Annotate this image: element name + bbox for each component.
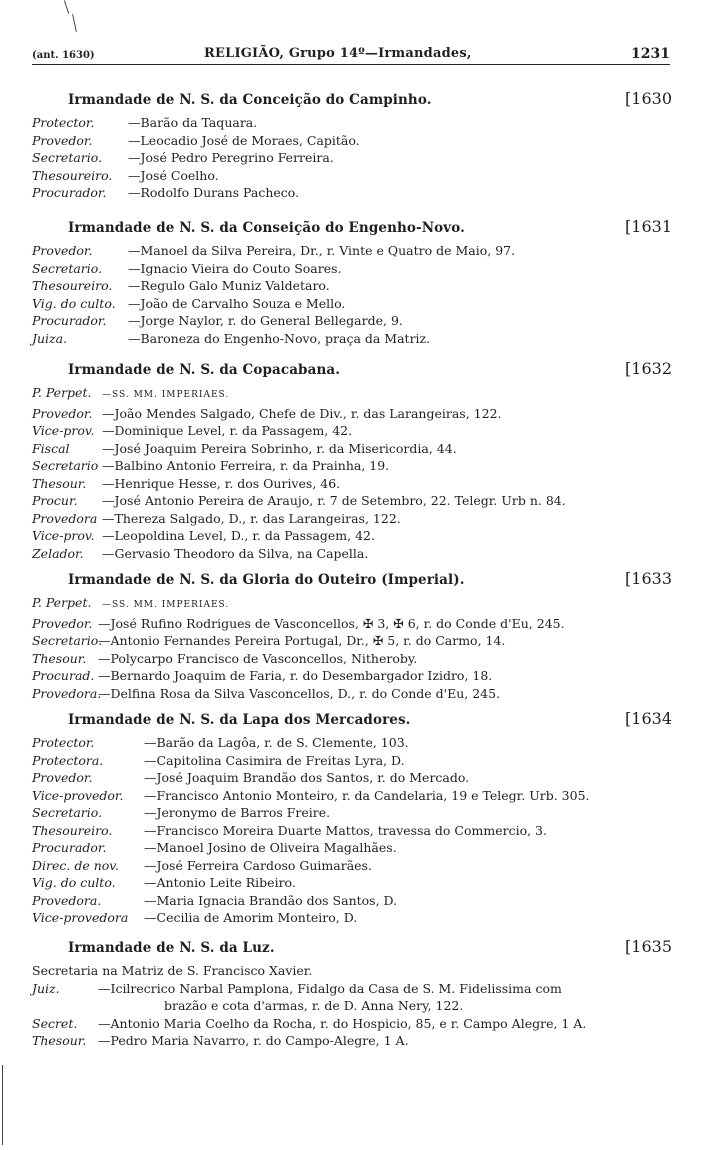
section-intro: Secretaria na Matriz de S. Francisco Xavier. (32, 963, 313, 978)
role-label: Juiza. (32, 330, 68, 346)
page-edge-line (2, 1065, 3, 1145)
list-item (32, 787, 672, 805)
role-label: Procurad. (32, 668, 95, 683)
role-label: Provedora (32, 510, 98, 526)
list-item (32, 650, 672, 668)
list-item (32, 734, 672, 752)
list-item (32, 804, 672, 822)
section-number: [1630 (625, 89, 672, 108)
list-item (32, 632, 672, 650)
role-label: Vig. do culto. (32, 875, 116, 890)
role-label: Thesoureiro. (32, 278, 113, 293)
header-rule (32, 64, 670, 65)
section-title: Irmandade de N. S. da Conseição do Engenho-Novo. (68, 220, 465, 236)
list-item (32, 545, 672, 563)
role-label: Thesoureiro. (32, 167, 113, 183)
entry-value: —Maria Ignacia Brandão dos Santos, D. (144, 892, 398, 908)
section-title: Irmandade de N. S. da Luz. (68, 940, 275, 956)
list-item (32, 685, 672, 703)
entry-value: —José Rufino Rodrigues de Vasconcellos, ✠ 3, ✠ 6, r. do Conde d'Eu, 245. (98, 615, 565, 631)
section-number: [1633 (625, 569, 672, 588)
entry-value: —Leopoldina Level, D., r. da Passagem, 42. (102, 528, 375, 543)
list-item (32, 909, 672, 927)
role-label: Direc. de nov. (32, 857, 119, 873)
role-label: Secret. (32, 1015, 78, 1031)
list-item (32, 384, 672, 405)
list-item (32, 594, 672, 615)
role-label: Provedor. (32, 132, 93, 148)
entry-value: —Jorge Naylor, r. do General Bellegarde, 9. (128, 313, 403, 328)
role-label: Protector. (32, 115, 95, 130)
entry-value: —Rodolfo Durans Pacheco. (128, 185, 300, 200)
entry-value: —SS. MM. IMPERIAES. (102, 390, 230, 400)
entry-value: —Francisco Moreira Duarte Mattos, travessa do Commercio, 3. (144, 822, 547, 838)
entry-value: —José Coelho. (128, 167, 219, 183)
role-label: Vice-prov. (32, 423, 95, 438)
entry-value: —Francisco Antonio Monteiro, r. da Candelaria, 19 e Telegr. Urb. 305. (144, 787, 590, 803)
section-1634 (32, 709, 672, 927)
role-label: Secretario. (32, 633, 103, 648)
scan-mark (72, 14, 77, 32)
entry-value: brazão e cota d'armas, r. de D. Anna Nery, 122. (164, 998, 464, 1013)
section-title: Irmandade de N. S. da Gloria do Outeiro (Imperial). (68, 572, 465, 588)
list-item (32, 892, 672, 910)
entry-value: —Manoel da Silva Pereira, Dr., r. Vinte e Quatro de Maio, 97. (128, 243, 516, 258)
entry-value: —José Joaquim Pereira Sobrinho, r. da Misericordia, 44. (102, 440, 457, 456)
role-label: Provedor. (32, 615, 93, 631)
section-1633 (32, 569, 672, 702)
role-label: Thesoureiro. (32, 822, 113, 838)
list-item (32, 277, 672, 295)
entry-value: —Capitolina Casimira de Freitas Lyra, D. (144, 752, 405, 768)
entry-value: —Icilrecrico Narbal Pamplona, Fidalgo da Casa de S. M. Fidelissima com (98, 980, 562, 996)
role-label: Thesour. (32, 475, 87, 491)
role-label: Procurador. (32, 185, 107, 200)
list-item (32, 422, 672, 440)
entry-value: —Ignacio Vieira do Couto Soares. (128, 260, 342, 276)
running-header (32, 46, 670, 66)
scan-mark (64, 0, 69, 14)
list-item (32, 330, 672, 348)
role-label: P. Perpet. (32, 595, 92, 610)
list-item (32, 667, 672, 685)
section-title: Irmandade de N. S. da Copacabana. (68, 362, 341, 378)
list-item (32, 295, 672, 313)
list-item (32, 527, 672, 545)
role-label: Provedora. (32, 685, 102, 701)
entry-value: —Regulo Galo Muniz Valdetaro. (128, 278, 330, 293)
list-item (32, 874, 672, 892)
entry-value: —Balbino Antonio Ferreira, r. da Prainha, 19. (102, 458, 390, 473)
section-1632 (32, 359, 672, 562)
role-label: Thesour. (32, 1033, 87, 1048)
entry-value: —SS. MM. IMPERIAES. (102, 600, 230, 610)
entry-value: —Barão da Taquara. (128, 115, 258, 130)
entry-value: —Gervasio Theodoro da Silva, na Capella. (102, 545, 369, 561)
list-item (32, 405, 672, 423)
list-item (32, 822, 672, 840)
section-title: Irmandade de N. S. da Lapa dos Mercadores. (68, 712, 411, 728)
list-item (32, 114, 672, 132)
role-label: Secretario. (32, 805, 103, 820)
list-item (32, 1032, 672, 1050)
list-item (32, 492, 672, 510)
role-label: Vig. do culto. (32, 295, 116, 311)
list-item (32, 857, 672, 875)
header-left: (ant. 1630) (32, 50, 95, 61)
list-item (32, 1015, 672, 1033)
role-label: Vice-provedor. (32, 787, 124, 803)
list-item (32, 615, 672, 633)
role-label: Procurador. (32, 840, 107, 855)
entry-value: —José Ferreira Cardoso Guimarães. (144, 857, 372, 873)
entry-value: —João Mendes Salgado, Chefe de Div., r. das Larangeiras, 122. (102, 405, 502, 421)
role-label: Secretario (32, 458, 99, 473)
section-number: [1635 (625, 937, 672, 956)
list-item (32, 475, 672, 493)
entry-value: —Antonio Leite Ribeiro. (144, 875, 296, 890)
role-label: Zelador. (32, 545, 84, 561)
role-label: Secretario. (32, 150, 103, 165)
list-item (32, 184, 672, 202)
entry-value: —Leocadio José de Moraes, Capitão. (128, 132, 360, 148)
role-label: Protectora. (32, 752, 104, 768)
entry-value: —Antonio Fernandes Pereira Portugal, Dr., ✠ 5, r. do Carmo, 14. (98, 633, 506, 648)
role-label: Provedor. (32, 243, 93, 258)
list-item (32, 149, 672, 167)
role-label: Procurador. (32, 313, 107, 328)
entry-value: —Henrique Hesse, r. dos Ourives, 46. (102, 475, 341, 491)
role-label: Provedor. (32, 770, 93, 785)
entry-value: —João de Carvalho Souza e Mello. (128, 295, 346, 311)
list-item (32, 752, 672, 770)
entry-value: —Cecilia de Amorim Monteiro, D. (144, 910, 358, 925)
section-number: [1631 (625, 217, 672, 236)
entry-value: —Jeronymo de Barros Freire. (144, 805, 331, 820)
entry-value: —José Joaquim Brandão dos Santos, r. do Mercado. (144, 770, 470, 785)
role-label: Vice-provedora (32, 910, 129, 925)
list-item (32, 242, 672, 260)
section-title: Irmandade de N. S. da Conceição do Campinho. (68, 92, 432, 108)
role-label: Juiz. (32, 980, 60, 996)
entry-value: —Antonio Maria Coelho da Rocha, r. do Hospicio, 85, e r. Campo Alegre, 1 A. (98, 1015, 587, 1031)
list-item (32, 260, 672, 278)
entry-value: —Manoel Josino de Oliveira Magalhães. (144, 840, 397, 855)
entry-value: —Dominique Level, r. da Passagem, 42. (102, 423, 353, 438)
role-label: Procur. (32, 493, 78, 508)
list-item (32, 769, 672, 787)
role-label: Provedora. (32, 892, 102, 908)
entry-value: —José Pedro Peregrino Ferreira. (128, 150, 334, 165)
page-number: 1231 (631, 46, 670, 62)
entry-value: —José Antonio Pereira de Araujo, r. 7 de Setembro, 22. Telegr. Urb n. 84. (102, 493, 566, 508)
entry-value: —Thereza Salgado, D., r. das Larangeiras, 122. (102, 510, 401, 526)
entry-value: —Pedro Maria Navarro, r. do Campo-Alegre, 1 A. (98, 1033, 409, 1048)
list-item (32, 457, 672, 475)
role-label: Protector. (32, 735, 95, 750)
section-1630 (32, 89, 672, 202)
list-item (32, 980, 672, 998)
list-item (32, 132, 672, 150)
list-item (32, 440, 672, 458)
section-number: [1632 (625, 359, 672, 378)
entry-value: —Barão da Lagôa, r. de S. Clemente, 103. (144, 735, 409, 750)
header-title: RELIGIÃO, Grupo 14º—Irmandades, (204, 46, 472, 61)
entry-value: —Delfina Rosa da Silva Vasconcellos, D., r. do Conde d'Eu, 245. (98, 685, 501, 701)
role-label: Fiscal (32, 440, 70, 456)
role-label: P. Perpet. (32, 385, 92, 400)
list-item (32, 312, 672, 330)
role-label: Secretario. (32, 260, 103, 276)
section-1635 (32, 937, 672, 1050)
section-1631 (32, 217, 672, 347)
role-label: Vice-prov. (32, 528, 95, 543)
entry-value: —Polycarpo Francisco de Vasconcellos, Nitheroby. (98, 650, 418, 666)
entry-value: —Bernardo Joaquim de Faria, r. do Desembargador Izidro, 18. (98, 668, 493, 683)
role-label: Thesour. (32, 650, 87, 666)
role-label: Provedor. (32, 405, 93, 421)
list-item-continuation (32, 997, 672, 1015)
list-item (32, 167, 672, 185)
list-item (32, 510, 672, 528)
list-item (32, 839, 672, 857)
section-number: [1634 (625, 709, 672, 728)
entry-value: —Baroneza do Engenho-Novo, praça da Matriz. (128, 330, 431, 346)
